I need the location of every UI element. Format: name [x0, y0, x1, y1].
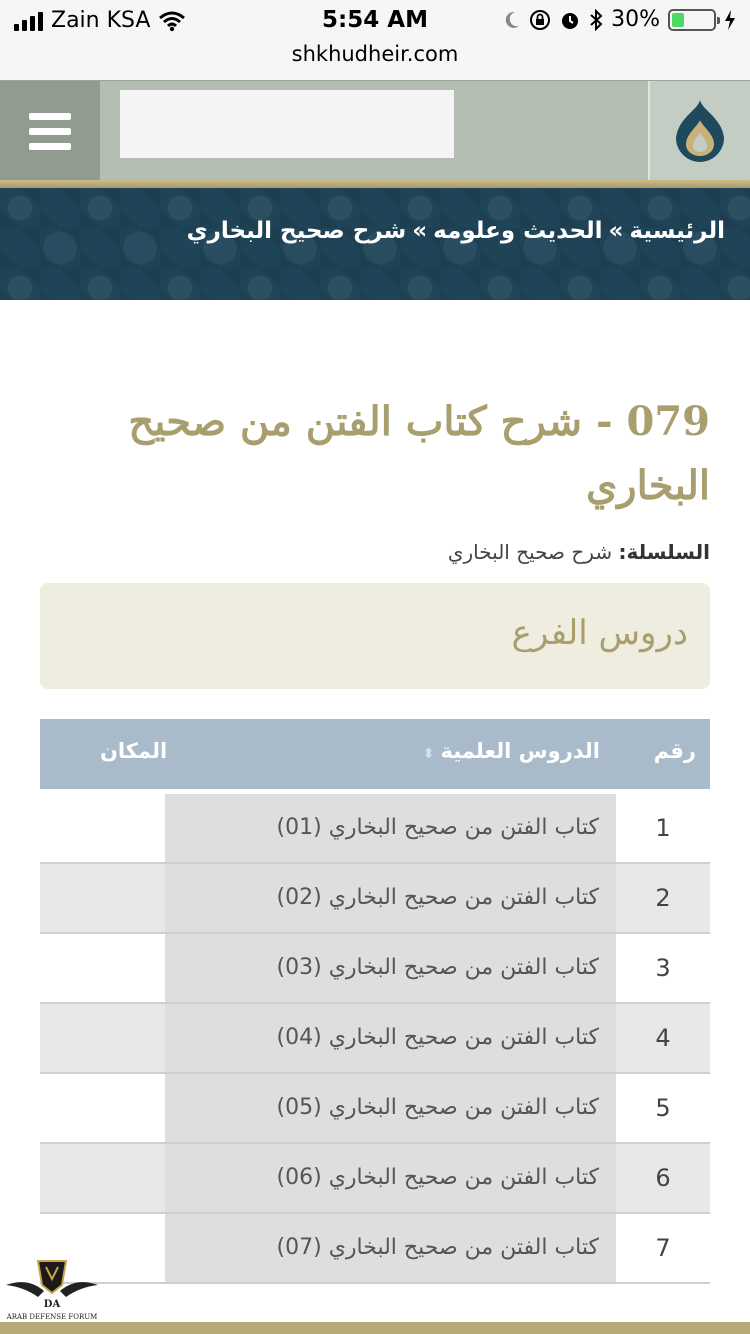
eagle-badge-icon: [4, 1255, 100, 1315]
charging-icon: [724, 9, 736, 31]
row-place: [40, 1074, 165, 1142]
table-row[interactable]: [40, 1144, 710, 1214]
breadcrumb-banner: [0, 188, 750, 300]
page-title: 079 - شرح كتاب الفتن من صحيح البخاري: [128, 398, 710, 509]
table-header: [40, 719, 710, 789]
row-place: [40, 794, 165, 862]
row-number: 5: [655, 1094, 671, 1122]
breadcrumb-separator: »: [412, 218, 428, 244]
menu-button[interactable]: [0, 81, 100, 181]
watermark-logo: [4, 1255, 100, 1327]
column-header-place[interactable]: المكان: [100, 739, 168, 763]
row-number: 2: [655, 884, 671, 912]
watermark-text: ARAB DEFENSE FORUM: [6, 1313, 98, 1321]
row-number: 4: [655, 1024, 671, 1052]
url-bar[interactable]: [0, 40, 750, 80]
row-number: 1: [655, 814, 671, 842]
lesson-link[interactable]: كتاب الفتن من صحيح البخاري (03): [165, 934, 616, 1002]
table-row[interactable]: [40, 1004, 710, 1074]
breadcrumb-home[interactable]: الرئيسية: [629, 218, 725, 244]
table-row[interactable]: [40, 794, 710, 864]
status-bar: [0, 0, 750, 40]
lesson-link[interactable]: كتاب الفتن من صحيح البخاري (04): [165, 1004, 616, 1072]
row-number: 7: [655, 1234, 671, 1262]
orientation-lock-icon: [529, 9, 551, 31]
battery-percent: 30%: [611, 7, 660, 32]
moon-icon: [503, 10, 521, 30]
lesson-link[interactable]: كتاب الفتن من صحيح البخاري (07): [165, 1214, 616, 1282]
table-row[interactable]: [40, 1214, 710, 1284]
row-place: [40, 864, 165, 932]
breadcrumb-hadith[interactable]: الحديث وعلومه: [433, 218, 603, 244]
row-number: 6: [655, 1164, 671, 1192]
breadcrumb-separator: »: [608, 218, 624, 244]
table-row[interactable]: [40, 934, 710, 1004]
watermark-badge: DA: [43, 1299, 61, 1310]
row-place: [40, 1144, 165, 1212]
row-number: 3: [655, 954, 671, 982]
section-title: دروس الفرع: [511, 613, 688, 653]
bluetooth-icon: [589, 9, 603, 31]
series-label: السلسلة:: [618, 540, 710, 564]
search-input[interactable]: [120, 90, 454, 158]
column-header-title-label: الدروس العلمية: [440, 739, 600, 763]
hamburger-icon: [29, 113, 71, 150]
row-place: [40, 1004, 165, 1072]
sort-icon[interactable]: ⬍: [422, 746, 435, 762]
footer-strip: [0, 1322, 750, 1334]
dome-logo-icon: [668, 96, 732, 166]
series-line: [448, 540, 710, 564]
column-header-title[interactable]: [423, 739, 600, 763]
header-divider: [0, 180, 750, 188]
url-domain[interactable]: shkhudheir.com: [291, 42, 459, 66]
carrier-name: Zain KSA: [51, 8, 151, 33]
table-row[interactable]: [40, 864, 710, 934]
lessons-table: [40, 719, 710, 1284]
row-place: [40, 934, 165, 1002]
site-logo[interactable]: [648, 81, 750, 181]
lesson-link[interactable]: كتاب الفتن من صحيح البخاري (05): [165, 1074, 616, 1142]
lesson-link[interactable]: كتاب الفتن من صحيح البخاري (02): [165, 864, 616, 932]
section-header: [40, 583, 710, 689]
battery-icon: [668, 9, 716, 31]
lesson-link[interactable]: كتاب الفتن من صحيح البخاري (01): [165, 794, 616, 862]
table-row[interactable]: [40, 1074, 710, 1144]
clock: 5:54 AM: [322, 7, 428, 33]
column-header-number[interactable]: رقم: [653, 739, 696, 763]
breadcrumb-current[interactable]: شرح صحيح البخاري: [186, 218, 407, 244]
site-header: [0, 80, 750, 180]
series-link[interactable]: شرح صحيح البخاري: [447, 540, 613, 564]
breadcrumb: [184, 218, 728, 244]
lesson-link[interactable]: كتاب الفتن من صحيح البخاري (06): [165, 1144, 616, 1212]
alarm-icon: [559, 9, 581, 31]
